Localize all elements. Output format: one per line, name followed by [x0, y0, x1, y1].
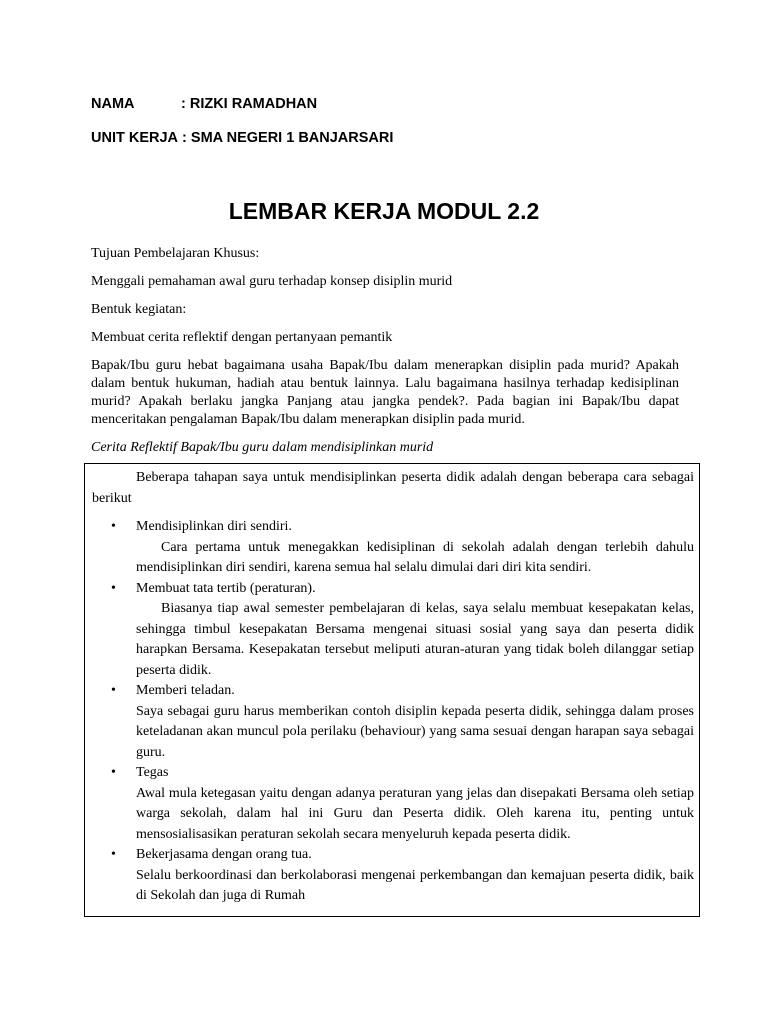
item-title: Tegas: [136, 765, 169, 780]
story-box: [84, 463, 700, 917]
nama-value: : RIZKI RAMADHAN: [181, 96, 318, 112]
unit-value: : SMA NEGERI 1 BANJARSARI: [182, 130, 394, 146]
bullet-icon: •: [111, 765, 116, 780]
item-description: Cara pertama untuk menegakkan kedisiplinan di sekolah adalah dengan terlebih dahulu mendisiplinkan diri sendiri, karena semua hal selalu dimulai dari diri kita sendiri.: [136, 539, 694, 575]
item-description: Saya sebagai guru harus memberikan contoh disiplin kepada peserta didik, sehingga dalam proses keteladanan akan muncul pola perilaku (behaviour) yang sama sesuai dengan harapan saya sebagai guru.: [136, 703, 694, 760]
item-title: Mendisiplinkan diri sendiri.: [136, 519, 292, 534]
nama-label: NAMA: [91, 96, 135, 112]
item-title: Bekerjasama dengan orang tua.: [136, 847, 312, 862]
story-intro: Beberapa tahapan saya untuk mendisiplinkan peserta didik adalah dengan beberapa cara sebagai berikut: [92, 470, 694, 506]
list-item: [92, 845, 694, 907]
list-item: [92, 681, 694, 763]
bentuk-label: Bentuk kegiatan:: [91, 302, 187, 317]
bullet-icon: •: [111, 847, 116, 862]
item-description: Awal mula ketegasan yaitu dengan adanya peraturan yang jelas dan disepakati Bersama oleh setiap warga sekolah, dalam hal ini Guru dan Peserta didik. Oleh karena itu, penting untuk mensosialisasikan peraturan sekolah secara menyeluruh kepada peserta didik.: [136, 785, 694, 842]
item-title: Membuat tata tertib (peraturan).: [136, 580, 316, 596]
list-item: [92, 579, 694, 682]
bullet-icon: •: [111, 580, 116, 596]
header-unit-row: [91, 130, 393, 146]
list-item: [92, 763, 694, 845]
tujuan-text: Menggali pemahaman awal guru terhadap konsep disiplin murid: [91, 274, 453, 289]
bentuk-text: Membuat cerita reflektif dengan pertanyaan pemantik: [91, 330, 393, 345]
item-description: Biasanya tiap awal semester pembelajaran di kelas, saya selalu membuat kesepakatan kelas, sehingga timbul kesepakatan Bersama mengenai situasi sosial yang saya dan peserta didik harapkan Bersama. Kesepakatan tersebut meliputi aturan-aturan yang tidak boleh dilanggar setiap peserta didik.: [136, 601, 694, 678]
header-nama-row: [91, 96, 317, 112]
story-content: [92, 468, 694, 907]
page-title: LEMBAR KERJA MODUL 2.2: [228, 198, 540, 224]
cerita-heading: Cerita Reflektif Bapak/Ibu guru dalam mendisiplinkan murid: [91, 440, 434, 455]
question-paragraph: Bapak/Ibu guru hebat bagaimana usaha Bapak/Ibu dalam menerapkan disiplin pada murid? Apakah dalam bentuk hukuman, hadiah atau bentuk lainnya. Lalu bagaimana hasilnya terhadap kedisiplinan murid? Apakah berlaku jangka Panjang atau jangka pendek?. Pada bagian ini Bapak/Ibu dapat menceritakan pengalaman Bapak/Ibu dalam menerapkan disiplin pada murid.: [91, 358, 679, 427]
item-title: Memberi teladan.: [136, 683, 235, 698]
list-item: [92, 517, 694, 579]
item-description: Selalu berkoordinasi dan berkolaborasi mengenai perkembangan dan kemajuan peserta didik, baik di Sekolah dan juga di Rumah: [136, 867, 694, 903]
unit-label: UNIT KERJA: [91, 130, 179, 146]
bullet-icon: •: [111, 519, 116, 534]
bullet-icon: •: [111, 683, 116, 698]
story-list: [92, 517, 694, 907]
tujuan-label: Tujuan Pembelajaran Khusus:: [91, 246, 260, 261]
